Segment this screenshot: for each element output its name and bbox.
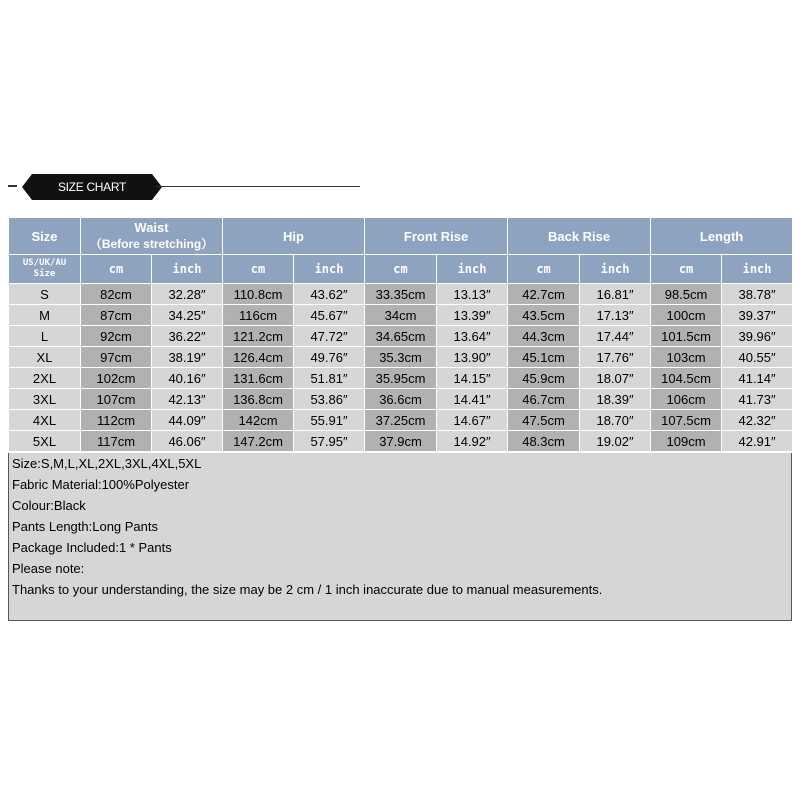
cm-value-cell: 82cm bbox=[81, 284, 152, 305]
header-back-rise: Back Rise bbox=[508, 218, 651, 255]
inch-value-cell: 46.06″ bbox=[152, 431, 223, 452]
unit-header: inch bbox=[580, 255, 651, 284]
size-cell: L bbox=[9, 326, 81, 347]
header-row-units bbox=[9, 255, 793, 284]
cm-value-cell: 46.7cm bbox=[508, 389, 580, 410]
cm-value-cell: 34cm bbox=[365, 305, 437, 326]
inch-value-cell: 14.67″ bbox=[437, 410, 508, 431]
inch-value-cell: 18.39″ bbox=[580, 389, 651, 410]
inch-value-cell: 18.07″ bbox=[580, 368, 651, 389]
cm-value-cell: 103cm bbox=[651, 347, 722, 368]
cm-value-cell: 43.5cm bbox=[508, 305, 580, 326]
inch-value-cell: 44.09″ bbox=[152, 410, 223, 431]
cm-value-cell: 107.5cm bbox=[651, 410, 722, 431]
unit-header: cm bbox=[81, 255, 152, 284]
unit-header: cm bbox=[365, 255, 437, 284]
cm-value-cell: 104.5cm bbox=[651, 368, 722, 389]
inch-value-cell: 17.44″ bbox=[580, 326, 651, 347]
table-row bbox=[9, 389, 793, 410]
header-row-groups bbox=[9, 218, 793, 255]
inch-value-cell: 49.76″ bbox=[294, 347, 365, 368]
cm-value-cell: 45.1cm bbox=[508, 347, 580, 368]
size-chart-table bbox=[8, 217, 793, 452]
inch-value-cell: 38.19″ bbox=[152, 347, 223, 368]
table-row bbox=[9, 305, 793, 326]
product-info bbox=[8, 453, 792, 621]
inch-value-cell: 39.37″ bbox=[722, 305, 793, 326]
size-cell: S bbox=[9, 284, 81, 305]
unit-header: inch bbox=[722, 255, 793, 284]
info-pants-length: Pants Length:Long Pants bbox=[12, 519, 159, 534]
inch-value-cell: 42.13″ bbox=[152, 389, 223, 410]
inch-value-cell: 41.73″ bbox=[722, 389, 793, 410]
cm-value-cell: 112cm bbox=[81, 410, 152, 431]
size-cell: 3XL bbox=[9, 389, 81, 410]
inch-value-cell: 42.32″ bbox=[722, 410, 793, 431]
table-row bbox=[9, 368, 793, 389]
cm-value-cell: 48.3cm bbox=[508, 431, 580, 452]
cm-value-cell: 126.4cm bbox=[223, 347, 294, 368]
inch-value-cell: 14.15″ bbox=[437, 368, 508, 389]
unit-header: inch bbox=[152, 255, 223, 284]
inch-value-cell: 55.91″ bbox=[294, 410, 365, 431]
info-sizes: Size:S,M,L,XL,2XL,3XL,4XL,5XL bbox=[12, 456, 202, 471]
inch-value-cell: 51.81″ bbox=[294, 368, 365, 389]
inch-value-cell: 39.96″ bbox=[722, 326, 793, 347]
cm-value-cell: 142cm bbox=[223, 410, 294, 431]
cm-value-cell: 102cm bbox=[81, 368, 152, 389]
cm-value-cell: 47.5cm bbox=[508, 410, 580, 431]
info-fabric: Fabric Material:100%Polyester bbox=[12, 477, 190, 492]
info-note-title: Please note: bbox=[12, 561, 85, 576]
table-body bbox=[9, 284, 793, 452]
cm-value-cell: 92cm bbox=[81, 326, 152, 347]
cm-value-cell: 98.5cm bbox=[651, 284, 722, 305]
cm-value-cell: 101.5cm bbox=[651, 326, 722, 347]
unit-header: cm bbox=[223, 255, 294, 284]
inch-value-cell: 17.13″ bbox=[580, 305, 651, 326]
cm-value-cell: 106cm bbox=[651, 389, 722, 410]
table-row bbox=[9, 284, 793, 305]
cm-value-cell: 42.7cm bbox=[508, 284, 580, 305]
table-row bbox=[9, 431, 793, 452]
inch-value-cell: 47.72″ bbox=[294, 326, 365, 347]
cm-value-cell: 117cm bbox=[81, 431, 152, 452]
banner-dash bbox=[8, 185, 17, 187]
inch-value-cell: 53.86″ bbox=[294, 389, 365, 410]
cm-value-cell: 45.9cm bbox=[508, 368, 580, 389]
inch-value-cell: 32.28″ bbox=[152, 284, 223, 305]
inch-value-cell: 19.02″ bbox=[580, 431, 651, 452]
cm-value-cell: 37.25cm bbox=[365, 410, 437, 431]
info-colour: Colour:Black bbox=[12, 498, 86, 513]
cm-value-cell: 121.2cm bbox=[223, 326, 294, 347]
cm-value-cell: 147.2cm bbox=[223, 431, 294, 452]
inch-value-cell: 42.91″ bbox=[722, 431, 793, 452]
unit-header: inch bbox=[437, 255, 508, 284]
info-package: Package Included:1 * Pants bbox=[12, 540, 172, 555]
header-waist-sub: （Before stretching） bbox=[89, 237, 214, 251]
header-front-rise: Front Rise bbox=[365, 218, 508, 255]
inch-value-cell: 40.16″ bbox=[152, 368, 223, 389]
table-row bbox=[9, 410, 793, 431]
inch-value-cell: 41.14″ bbox=[722, 368, 793, 389]
cm-value-cell: 87cm bbox=[81, 305, 152, 326]
banner-label: SIZE CHART bbox=[32, 174, 152, 200]
inch-value-cell: 38.78″ bbox=[722, 284, 793, 305]
cm-value-cell: 110.8cm bbox=[223, 284, 294, 305]
size-chart-banner bbox=[8, 172, 358, 202]
cm-value-cell: 131.6cm bbox=[223, 368, 294, 389]
inch-value-cell: 34.25″ bbox=[152, 305, 223, 326]
inch-value-cell: 14.92″ bbox=[437, 431, 508, 452]
inch-value-cell: 17.76″ bbox=[580, 347, 651, 368]
cm-value-cell: 116cm bbox=[223, 305, 294, 326]
inch-value-cell: 13.13″ bbox=[437, 284, 508, 305]
table-row bbox=[9, 347, 793, 368]
header-length: Length bbox=[651, 218, 793, 255]
unit-header: inch bbox=[294, 255, 365, 284]
header-hip: Hip bbox=[223, 218, 365, 255]
size-cell: 2XL bbox=[9, 368, 81, 389]
unit-header: cm bbox=[651, 255, 722, 284]
header-waist: Waist （Before stretching） bbox=[81, 218, 223, 255]
inch-value-cell: 16.81″ bbox=[580, 284, 651, 305]
cm-value-cell: 34.65cm bbox=[365, 326, 437, 347]
header-region-size: US/UK/AU Size bbox=[9, 255, 81, 284]
size-cell: 4XL bbox=[9, 410, 81, 431]
cm-value-cell: 109cm bbox=[651, 431, 722, 452]
size-cell: XL bbox=[9, 347, 81, 368]
cm-value-cell: 136.8cm bbox=[223, 389, 294, 410]
inch-value-cell: 36.22″ bbox=[152, 326, 223, 347]
size-cell: 5XL bbox=[9, 431, 81, 452]
cm-value-cell: 33.35cm bbox=[365, 284, 437, 305]
inch-value-cell: 40.55″ bbox=[722, 347, 793, 368]
cm-value-cell: 36.6cm bbox=[365, 389, 437, 410]
inch-value-cell: 13.90″ bbox=[437, 347, 508, 368]
banner-rule bbox=[156, 186, 360, 187]
cm-value-cell: 35.3cm bbox=[365, 347, 437, 368]
unit-header: cm bbox=[508, 255, 580, 284]
cm-value-cell: 35.95cm bbox=[365, 368, 437, 389]
inch-value-cell: 13.39″ bbox=[437, 305, 508, 326]
size-cell: M bbox=[9, 305, 81, 326]
header-size: Size bbox=[9, 218, 81, 255]
cm-value-cell: 107cm bbox=[81, 389, 152, 410]
table-row bbox=[9, 326, 793, 347]
cm-value-cell: 37.9cm bbox=[365, 431, 437, 452]
inch-value-cell: 43.62″ bbox=[294, 284, 365, 305]
inch-value-cell: 57.95″ bbox=[294, 431, 365, 452]
inch-value-cell: 45.67″ bbox=[294, 305, 365, 326]
cm-value-cell: 100cm bbox=[651, 305, 722, 326]
inch-value-cell: 14.41″ bbox=[437, 389, 508, 410]
cm-value-cell: 44.3cm bbox=[508, 326, 580, 347]
inch-value-cell: 18.70″ bbox=[580, 410, 651, 431]
cm-value-cell: 97cm bbox=[81, 347, 152, 368]
inch-value-cell: 13.64″ bbox=[437, 326, 508, 347]
info-note-text: Thanks to your understanding, the size may be 2 cm / 1 inch inaccurate due to manual measurements. bbox=[12, 582, 603, 597]
